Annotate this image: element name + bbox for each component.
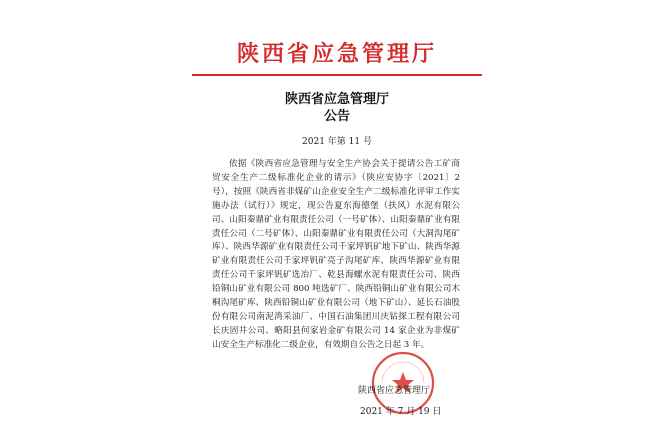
document-number: 2021 年第 11 号 bbox=[302, 137, 372, 147]
signature-issuer: 陕西省应急管理厅 bbox=[358, 386, 431, 396]
announcement-title: 公告 bbox=[323, 109, 350, 124]
document-page bbox=[184, 0, 490, 440]
letterhead-red-rule bbox=[192, 74, 482, 76]
letterhead-title: 陕西省应急管理厅 bbox=[236, 41, 437, 67]
announcement-body: 依据《陕西省应急管理与安全生产协会关于提请公告工矿商贸安全生产二级标准化企业的请示》（陕应安协字〔2021〕2 号），按照《陕西省非煤矿山企业安全生产二级标准化评审工作实施办法（试行）》规定，现公告夏东海德堡（扶风）水泥有限公司、山阳秦鼎矿业有限责任公司（一号矿体）、山阳秦鼎矿业有限责任公司（二号矿体）、山阳秦鼎矿业有限责任公司（大洞沟尾矿库）、陕西华源矿业有限责任公司千家坪钒矿地下矿山、陕西华源矿业有限责任公司千家坪钒矿亮子沟尾矿库、陕西华源矿业有限责任公司千家坪钒矿选冶厂、乾县海螺水泥有限责任公司、陕西铅铜山矿业有限公司 800 吨选矿厂、陕西铅铜山矿业有限公司木桐沟尾矿库、陕西铅铜山矿业有限公司（地下矿山）、延长石油股份有限公司南泥湾采油厂、中国石油集团川庆钻探工程有限公司长庆固井公司、略阳县何家岩金矿有限公司 14 家企业为非煤矿山安全生产标准化二级企业，有效期自公告之日起 3 年。 bbox=[212, 159, 460, 350]
announcement-issuer: 陕西省应急管理厅 bbox=[284, 92, 389, 107]
signature-date: 2021 年 7 月 19 日 bbox=[360, 407, 442, 417]
